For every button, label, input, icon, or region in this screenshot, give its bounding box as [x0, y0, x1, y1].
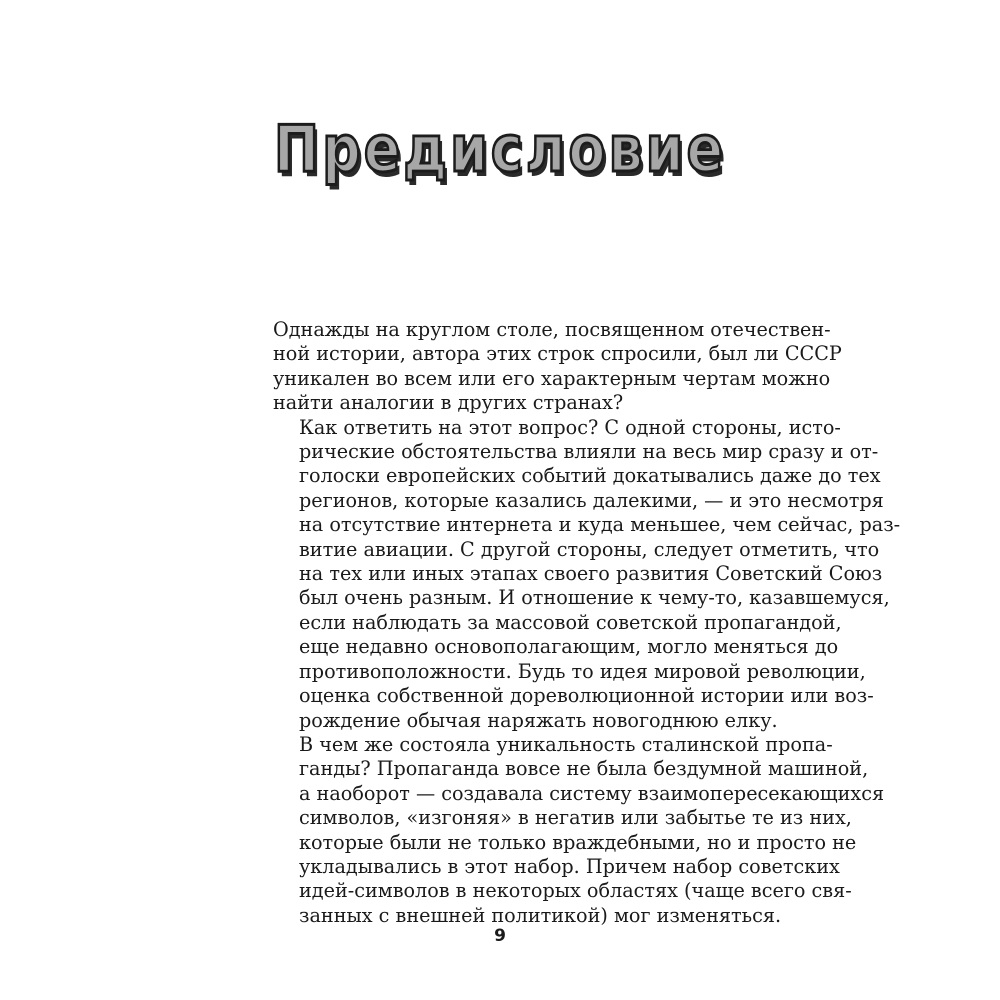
text-line: символов, «изгоняя» в негатив или забытье те из них,: [299, 806, 852, 830]
text-line: еще недавно основополагающим, могло меняться до: [299, 635, 839, 659]
text-line: на отсутствие интернета и куда меньшее, чем сейчас, раз-: [299, 513, 901, 537]
text-line: которые были не только враждебными, но и просто не: [299, 830, 857, 854]
text-line: противоположности. Будь то идея мировой революции,: [299, 659, 866, 683]
text-line: оценка собственной дореволюционной истории или воз-: [299, 684, 874, 708]
text-line: а наоборот — создавала систему взаимопересекающихся: [299, 781, 885, 805]
chapter-heading: Предисловие: [273, 112, 727, 187]
text-line: найти аналогии в других странах?: [273, 391, 624, 415]
text-line: был очень разным. И отношение к чему-то, казавшемуся,: [299, 586, 890, 610]
text-line: уникален во всем или его характерным чертам можно: [273, 366, 831, 390]
paragraph-1: [273, 318, 842, 416]
page-number: 9: [494, 926, 506, 946]
paragraph-3: [273, 732, 885, 928]
text-line: идей-символов в некоторых областях (чаще всего свя-: [299, 879, 852, 903]
body-text: [273, 318, 901, 928]
text-line: витие авиации. С другой стороны, следует отметить, что: [299, 537, 880, 561]
paragraph-2: [273, 415, 901, 733]
text-line: если наблюдать за массовой советской пропагандой,: [299, 610, 842, 634]
text-line: занных с внешней политикой) мог изменяться.: [299, 903, 782, 927]
text-line: на тех или иных этапах своего развития Советский Союз: [299, 562, 883, 586]
text-line: рождение обычая наряжать новогоднюю елку.: [299, 708, 778, 732]
text-line: ганды? Пропаганда вовсе не была бездумной машиной,: [299, 757, 869, 781]
text-line: В чем же состояла уникальность сталинской пропа-: [299, 732, 833, 756]
text-line: голоски европейских событий докатывались даже до тех: [299, 464, 881, 488]
text-line: Как ответить на этот вопрос? С одной стороны, исто-: [299, 415, 841, 439]
text-line: укладывались в этот набор. Причем набор советских: [299, 854, 840, 878]
text-line: Однажды на круглом столе, посвященном отечествен-: [273, 318, 831, 341]
text-line: регионов, которые казались далекими, — и это несмотря: [299, 488, 884, 512]
text-line: рические обстоятельства влияли на весь мир сразу и от-: [299, 440, 879, 464]
text-line: ной истории, автора этих строк спросили, был ли СССР: [273, 342, 842, 366]
